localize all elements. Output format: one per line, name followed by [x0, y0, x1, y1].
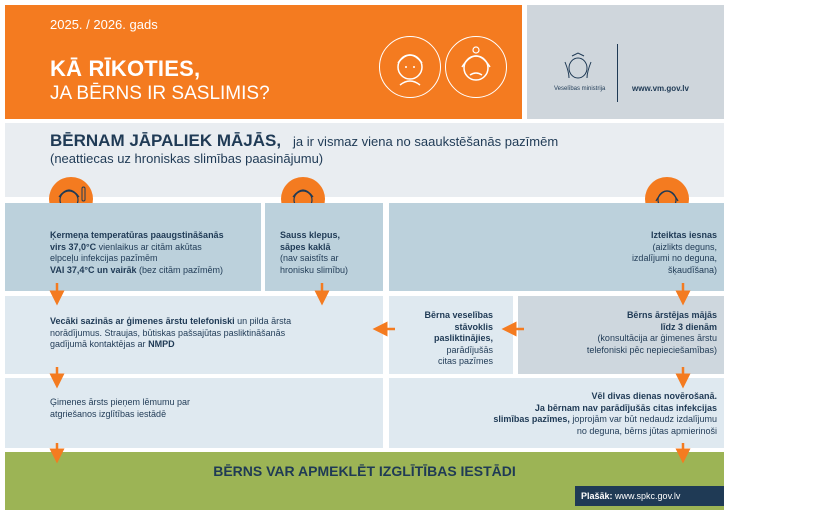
can-attend-text: BĒRNS VAR APMEKLĒT IZGLĪTĪBAS IESTĀDI: [213, 463, 516, 479]
doctor-decision-text: Ģimenes ārsts pieņem lēmumu par atgriešanos izglītības iestādē: [50, 397, 191, 419]
fever-text: Ķermeņa temperatūras paaugstināšanās virs 37,0°C vienlaikus ar citām akūtas elpceļu infekcijas pazīmēm VAI 37,4°C un vairāk (bez citām pazīmēm): [50, 230, 224, 275]
contact-doctor-text: Vecāki sazinās ar ģimenes ārstu telefoniski un pilda ārsta norādījumus. Straujas, būtiskas pašsajūtas pasliktināšanās gadījumā kontaktējas ar NMPD: [50, 316, 292, 349]
runny-nose-text: Izteiktas iesnas (aizlikts deguns, izdalījumi no deguna, šķaudīšana): [631, 230, 717, 275]
ministry-name: Veselības ministrija: [554, 86, 606, 92]
stay-home-heading: BĒRNAM JĀPALIEK MĀJĀS,: [50, 131, 282, 150]
more-info-label: Plašāk:: [581, 491, 613, 501]
condition-worse-text: Bērna veselības stāvoklis pasliktinājies, parādījušās citas pazīmes: [424, 310, 493, 366]
page-subtitle: JA BĒRNS IR SASLIMIS?: [50, 83, 270, 104]
cough-text: Sauss klepus, sāpes kaklā (nav saistīts ar hronisku slimību): [280, 230, 349, 275]
more-info-url: www.spkc.gov.lv: [615, 491, 681, 501]
observation-text: Vēl divas dienas novērošanā. Ja bērnam nav parādījušās citas infekcijas slimības pazīmes, joprojām var būt nedaudz izdalījumu no deguna, bērns jūtas apmierinoši: [493, 391, 717, 436]
ministry-website[interactable]: www.vm.gov.lv: [632, 84, 689, 93]
stay-home-condition: ja ir vismaz viena no saaukstēšanās pazīmēm: [293, 134, 559, 149]
home-treatment-text: Bērns ārstējas mājās līdz 3 dienām (konsultācija ar ģimenes ārstu telefoniski pēc nepieciešamības): [586, 310, 717, 355]
stay-home-note: (neattiecas uz hroniskas slimības paasinājumu): [50, 151, 324, 166]
school-year: 2025. / 2026. gads: [50, 17, 158, 32]
page-title: KĀ RĪKOTIES,: [50, 56, 201, 81]
